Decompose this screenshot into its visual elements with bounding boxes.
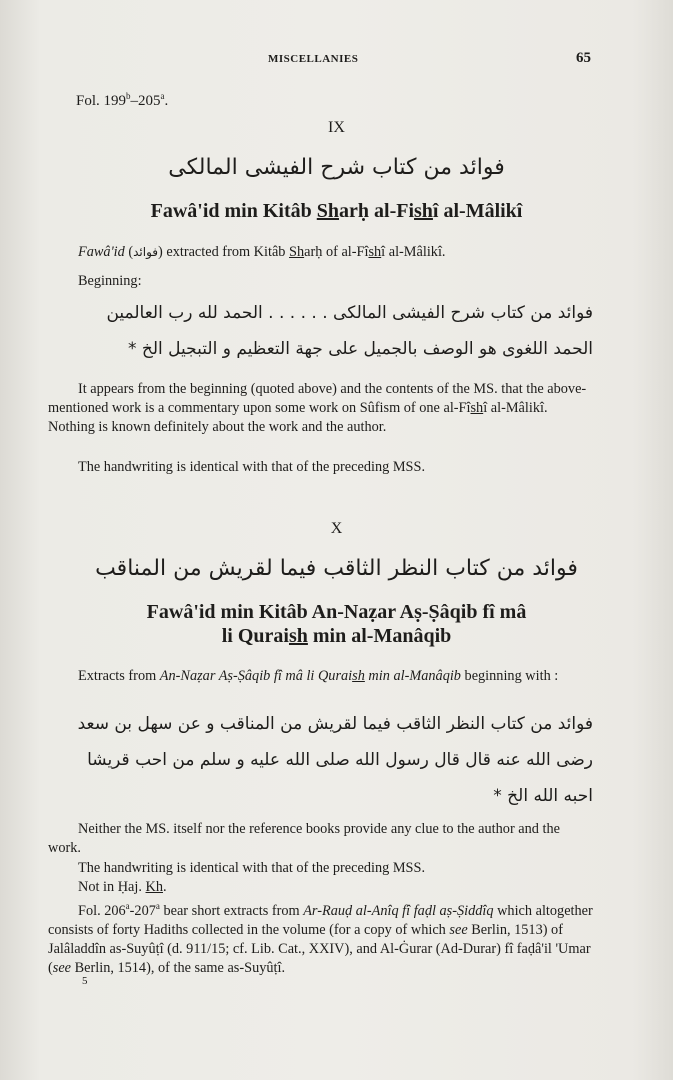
paragraph-x-1: Neither the MS. itself nor the reference books provide any clue to the author and the work. [48,821,560,856]
heading-ix: Fawâ'id min Kitâb Sharḥ al-Fishî al-Mâlikî [150,200,523,222]
paragraph-x-4: Fol. 206$^a$-207$^a$ bear short extracts from Ar-Rauḍ al-Anîq fî faḍl aṣ-Ṣiddîq which altogether consists of forty Hadiths collected in the volume (for a copy of which see Berlin, 1513) of Jalâladdîn as-Suyûṭî (d. 911/15; cf. Lib. Cat., XXIV), and Al-Ġurar (Ad-Durar) fî faḍâ'il 'Umar (see Berlin, 1514), of the same as-Suyûṭî. [48,901,593,976]
section-number-x: X [330,520,343,537]
arabic-quote-ix-line1: فوائد من كتاب شرح الفيشى المالكى . . . . . . الحمد لله رب العالمين [106,303,593,323]
arabic-quote-ix-line2: الحمد اللغوى هو الوصف بالجميل على جهة التعظيم و التبجيل الخ * [127,339,593,359]
heading-x-line1: Fawâ'id min Kitâb An-Naẓar Aṣ-Ṣâqib fî mâ [146,601,527,623]
paragraph-x-3: Not in Ḥaj. Kh. [78,879,167,895]
paragraph-ix-1: It appears from the beginning (quoted above) and the contents of the MS. that the above-mentioned work is a commentary upon some work on Sûfism of one al-Fîshî al-Mâlikî. Nothing is known definitely about the work and the author. [48,381,587,435]
folio-reference: Fol. 199$^b$–205$^a$. [76,91,169,109]
section-number-ix: IX [328,119,345,136]
heading-x-line2: li Quraish min al-Manâqib [221,625,452,647]
extracts-x: Extracts from An-Naẓar Aṣ-Ṣâqib fî mâ li Quraish min al-Manâqib beginning with : [78,668,559,684]
signature-mark: 5 [82,975,88,987]
paragraph-ix-2: The handwriting is identical with that of the preceding MSS. [78,459,426,475]
page-number: 65 [576,50,591,66]
paragraph-x-2: The handwriting is identical with that of the preceding MSS. [78,860,426,876]
arabic-quote-x-line3: احبه الله الخ * [493,786,593,806]
arabic-title-ix: فوائد من كتاب شرح الفيشى المالكى [168,155,505,180]
arabic-quote-x-line1: فوائد من كتاب النظر الثاقب فيما لقريش من المناقب و عن سهل بن سعد [77,714,593,734]
running-head: MISCELLANIES [268,53,359,65]
description-ix: Fawâ'id (فوائد) extracted from Kitâb Sharḥ of al-Fîshî al-Mâlikî. [78,244,446,260]
arabic-title-x: فوائد من كتاب النظر الثاقب فيما لقريش من المناقب [95,556,578,581]
beginning-label-ix: Beginning: [78,273,142,289]
arabic-quote-x-line2: رضى الله عنه قال قال رسول الله صلى الله عليه و سلم من احب قريشا [87,750,593,770]
